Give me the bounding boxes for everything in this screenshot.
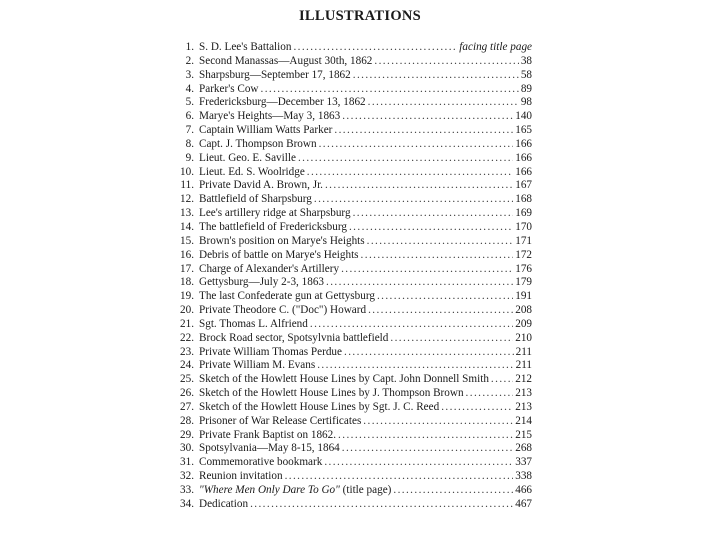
illustration-entry	[172, 318, 532, 332]
dot-leader	[342, 442, 513, 456]
dot-leader	[250, 498, 513, 512]
entry-title	[199, 83, 259, 97]
dot-leader	[341, 263, 513, 277]
entry-title	[199, 55, 372, 69]
illustration-entry	[172, 207, 532, 221]
illustration-entry	[172, 415, 532, 429]
entry-title-text: Commemorative bookmark	[199, 456, 323, 469]
entry-page-number: 98	[520, 96, 532, 109]
entry-title	[199, 401, 439, 415]
illustration-entry	[172, 373, 532, 387]
entry-page-number: 58	[520, 68, 532, 81]
entry-page-number: 213	[515, 400, 532, 413]
entry-page-number: 467	[515, 497, 532, 510]
dot-leader	[324, 456, 513, 470]
dot-leader	[367, 235, 514, 249]
entry-title-text: Private William M. Evans	[199, 359, 316, 372]
entry-page-number: 212	[515, 373, 532, 386]
entry-number: 4.	[185, 82, 194, 95]
entry-title	[199, 290, 375, 304]
entry-title	[199, 387, 464, 401]
entry-title	[199, 470, 283, 484]
dot-leader	[393, 484, 513, 498]
entry-page-number: 338	[515, 470, 532, 483]
entry-title	[199, 484, 391, 498]
entry-title	[199, 179, 323, 193]
entry-title	[199, 124, 332, 138]
illustration-entry	[172, 179, 532, 193]
dot-leader	[298, 152, 513, 166]
illustration-entry	[172, 498, 532, 512]
illustration-entry	[172, 290, 532, 304]
entry-page-number: 166	[515, 165, 532, 178]
entry-number: 8.	[185, 137, 194, 150]
entry-page-number: 179	[515, 276, 532, 289]
entry-number: 20.	[180, 304, 194, 317]
dot-leader	[349, 221, 513, 235]
entry-title	[199, 318, 308, 332]
entry-title-text: Lieut. Ed. S. Woolridge	[199, 165, 305, 178]
entry-title	[199, 138, 317, 152]
entry-page-number: 337	[515, 456, 532, 469]
entry-number: 2.	[185, 54, 194, 67]
entry-page-number: 140	[515, 110, 532, 123]
entry-number: 31.	[180, 456, 194, 469]
dot-leader	[334, 124, 513, 138]
entry-page-number: 38	[520, 54, 532, 67]
entry-number: 12.	[180, 193, 194, 206]
entry-page-number: 209	[515, 317, 532, 330]
entry-title	[199, 41, 291, 55]
dot-leader	[319, 138, 514, 152]
entry-title	[199, 415, 361, 429]
entry-title-text: Spotsylvania—May 8-15, 1864	[199, 442, 340, 455]
entry-page-number: 176	[515, 262, 532, 275]
entry-title-text: Sketch of the Howlett House Lines by J. Thompson Brown	[199, 387, 464, 400]
dot-leader	[342, 110, 513, 124]
illustration-entry	[172, 138, 532, 152]
entry-title-text: Private William Thomas Perdue	[199, 345, 342, 358]
dot-leader	[374, 55, 518, 69]
entry-page-number: 191	[515, 290, 532, 303]
entry-title-text: Brown's position on Marye's Heights	[199, 234, 365, 247]
illustration-entry	[172, 110, 532, 124]
dot-leader	[307, 166, 513, 180]
illustration-entry	[172, 69, 532, 83]
entry-number: 19.	[180, 290, 194, 303]
entry-number: 23.	[180, 345, 194, 358]
dot-leader	[326, 276, 513, 290]
dot-leader	[344, 346, 514, 360]
entry-number: 15.	[180, 234, 194, 247]
page-title: ILLUSTRATIONS	[298, 8, 422, 24]
illustration-entry	[172, 263, 532, 277]
illustration-entry	[172, 221, 532, 235]
entry-page-number: 211	[515, 345, 532, 358]
entry-title	[199, 332, 388, 346]
entry-title-text: S. D. Lee's Battalion	[199, 41, 292, 53]
entry-number: 33.	[180, 484, 194, 496]
entry-title-text: Dedication	[199, 497, 249, 510]
illustration-entry	[172, 346, 532, 360]
entry-title-text: Second Manassas—August 30th, 1862	[199, 54, 373, 67]
entry-number: 6.	[185, 110, 194, 123]
dot-leader	[338, 429, 513, 443]
entry-number: 5.	[185, 96, 194, 109]
dot-leader	[261, 83, 519, 97]
entry-page-number: 89	[520, 82, 532, 95]
entry-page-number: facing title page	[459, 41, 532, 53]
entry-title-text: Charge of Alexander's Artillery	[199, 262, 340, 275]
dot-leader	[293, 41, 457, 55]
entry-page-number: 466	[515, 484, 532, 496]
entry-number: 24.	[180, 359, 194, 372]
entry-title	[199, 429, 336, 443]
entry-title-text: Sketch of the Howlett House Lines by Sgt. J. C. Reed	[199, 400, 440, 413]
entry-page-number: 168	[515, 193, 532, 206]
entry-title	[199, 263, 339, 277]
dot-leader	[368, 304, 513, 318]
entry-title	[199, 166, 305, 180]
entry-title	[199, 193, 312, 207]
entry-title-text: Parker's Cow	[199, 82, 259, 95]
entry-title	[199, 110, 340, 124]
entry-title-text: Private Frank Baptist on 1862.	[199, 428, 337, 441]
entry-number: 34.	[180, 497, 194, 510]
entry-number: 30.	[180, 442, 194, 455]
entry-title	[199, 96, 366, 110]
entry-number: 16.	[180, 248, 194, 261]
entry-number: 11.	[180, 179, 194, 192]
entry-page-number: 166	[515, 151, 532, 164]
entry-title	[199, 456, 322, 470]
entry-title	[199, 152, 296, 166]
entry-title	[199, 304, 366, 318]
entry-number: 14.	[180, 220, 194, 233]
entry-title-text: "Where Men Only Dare To Go"	[199, 484, 340, 496]
entry-number: 3.	[185, 68, 194, 81]
entry-title-text: Lee's artillery ridge at Sharpsburg	[199, 207, 351, 220]
entry-page-number: 167	[515, 179, 532, 192]
entry-title-text: The last Confederate gun at Gettysburg	[199, 290, 375, 303]
entry-page-number: 215	[515, 428, 532, 441]
illustration-entry	[172, 359, 532, 373]
entry-number: 10.	[180, 165, 194, 178]
dot-leader	[377, 290, 513, 304]
illustration-entry	[172, 429, 532, 443]
entry-title-text: Gettysburg—July 2-3, 1863	[199, 276, 325, 289]
dot-leader	[353, 69, 519, 83]
dot-leader	[317, 359, 513, 373]
entry-title	[199, 69, 351, 83]
entry-page-number: 170	[515, 220, 532, 233]
entry-number: 18.	[180, 276, 194, 289]
entry-page-number: 210	[515, 331, 532, 344]
entry-title-text: Prisoner of War Release Certificates	[199, 414, 362, 427]
entry-number: 26.	[180, 387, 194, 400]
dot-leader	[361, 249, 514, 263]
illustration-entry	[172, 401, 532, 415]
entry-number: 29.	[180, 428, 194, 441]
entry-title	[199, 498, 248, 512]
illustration-entry	[172, 41, 532, 55]
illustration-entry	[172, 83, 532, 97]
entry-number: 21.	[180, 317, 194, 330]
entry-page-number: 171	[515, 234, 532, 247]
entry-number: 7.	[185, 124, 194, 137]
dot-leader	[314, 193, 513, 207]
illustration-entry	[172, 484, 532, 498]
illustration-entry	[172, 387, 532, 401]
entry-title-text: Marye's Heights—May 3, 1863	[199, 110, 341, 123]
entry-title	[199, 207, 351, 221]
entry-page-number: 214	[515, 414, 532, 427]
entry-title-text: Private David A. Brown, Jr.	[199, 179, 323, 192]
illustration-entry	[172, 276, 532, 290]
illustration-entry	[172, 96, 532, 110]
entry-title	[199, 373, 489, 387]
illustration-entry	[172, 55, 532, 69]
dot-leader	[491, 373, 513, 387]
entry-page-number: 213	[515, 387, 532, 400]
entry-title	[199, 249, 359, 263]
entry-page-number: 268	[515, 442, 532, 455]
entry-number: 9.	[185, 151, 194, 164]
entry-number: 1.	[185, 41, 194, 53]
entry-title-text: Lieut. Geo. E. Saville	[199, 151, 296, 164]
illustration-entry	[172, 470, 532, 484]
entry-page-number: 169	[515, 207, 532, 220]
entry-page-number: 211	[515, 359, 532, 372]
entry-title-text: Sketch of the Howlett House Lines by Capt. John Donnell Smith	[199, 373, 489, 386]
entry-page-number: 166	[515, 137, 532, 150]
dot-leader	[363, 415, 513, 429]
illustration-entry	[172, 166, 532, 180]
dot-leader	[353, 207, 514, 221]
illustration-entry	[172, 456, 532, 470]
entry-title-text: Battlefield of Sharpsburg	[199, 193, 312, 206]
entry-title-text: Fredericksburg—December 13, 1862	[199, 96, 366, 109]
illustrations-list	[172, 41, 532, 512]
entry-title	[199, 359, 315, 373]
illustration-entry	[172, 304, 532, 318]
entry-page-number: 208	[515, 304, 532, 317]
dot-leader	[441, 401, 513, 415]
dot-leader	[325, 179, 513, 193]
entry-title-text: Sharpsburg—September 17, 1862	[199, 68, 351, 81]
entry-title-text: Sgt. Thomas L. Alfriend	[199, 317, 308, 330]
entry-title	[199, 442, 340, 456]
dot-leader	[368, 96, 519, 110]
dot-leader	[285, 470, 514, 484]
illustration-entry	[172, 249, 532, 263]
entry-title-suffix: (title page)	[339, 484, 392, 496]
entry-number: 28.	[180, 414, 194, 427]
entry-title-text: The battlefield of Fredericksburg	[199, 220, 347, 233]
entry-page-number: 172	[515, 248, 532, 261]
entry-number: 25.	[180, 373, 194, 386]
entry-number: 17.	[180, 262, 194, 275]
entry-number: 22.	[180, 331, 194, 344]
entry-title	[199, 221, 347, 235]
illustration-entry	[172, 332, 532, 346]
dot-leader	[390, 332, 513, 346]
entry-title-text: Reunion invitation	[199, 470, 283, 483]
entry-number: 32.	[180, 470, 194, 483]
dot-leader	[466, 387, 514, 401]
entry-title-text: Brock Road sector, Spotsylvnia battlefield	[199, 331, 389, 344]
illustration-entry	[172, 124, 532, 138]
illustration-entry	[172, 235, 532, 249]
entry-title-text: Debris of battle on Marye's Heights	[199, 248, 359, 261]
entry-title-text: Captain William Watts Parker	[199, 124, 333, 137]
entry-number: 27.	[180, 400, 194, 413]
illustration-entry	[172, 193, 532, 207]
entry-title	[199, 346, 342, 360]
entry-title-text: Private Theodore C. ("Doc") Howard	[199, 304, 367, 317]
illustration-entry	[172, 152, 532, 166]
entry-title-text: Capt. J. Thompson Brown	[199, 137, 317, 150]
entry-title	[199, 276, 324, 290]
illustration-entry	[172, 442, 532, 456]
dot-leader	[310, 318, 513, 332]
entry-title	[199, 235, 365, 249]
entry-page-number: 165	[515, 124, 532, 137]
entry-number: 13.	[180, 207, 194, 220]
